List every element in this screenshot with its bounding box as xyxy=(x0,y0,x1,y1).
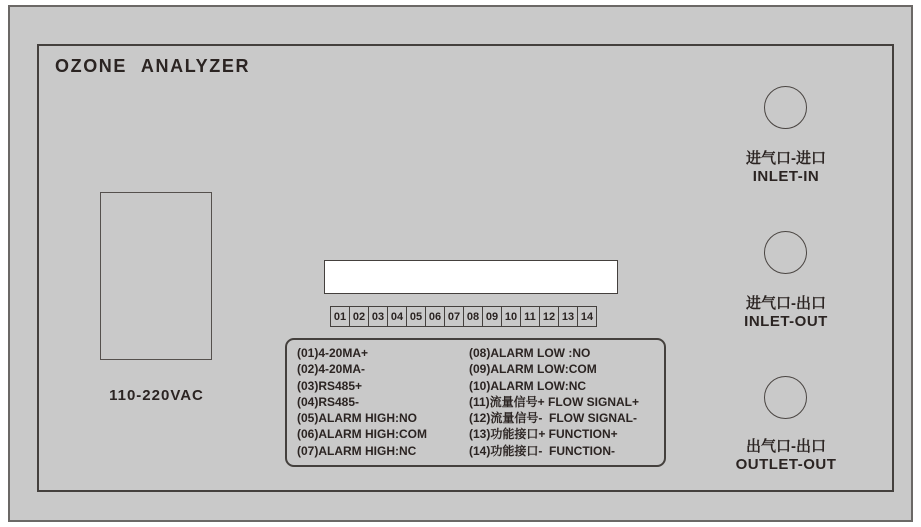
legend-line: (08)ALARM LOW :NO xyxy=(469,346,591,360)
legend-column-left xyxy=(297,345,469,465)
terminal-number: 07 xyxy=(444,306,464,327)
inlet-out-label-group xyxy=(706,295,866,330)
inlet-out-hole xyxy=(764,231,807,274)
terminal-number: 05 xyxy=(406,306,426,327)
power-rating-label: 110-220VAC xyxy=(109,387,204,404)
inlet-out-label-en: INLET-OUT xyxy=(744,313,828,330)
terminal-number: 06 xyxy=(425,306,445,327)
outlet-out-label-group xyxy=(706,438,866,473)
terminal-number: 11 xyxy=(520,306,540,327)
legend-line: (04)RS485- xyxy=(297,394,360,409)
legend-line: (13)功能接口+ FUNCTION+ xyxy=(469,427,618,442)
legend-line: (03)RS485+ xyxy=(297,378,363,393)
legend-line: (09)ALARM LOW:COM xyxy=(469,362,597,377)
legend-line: (01)4-20MA+ xyxy=(297,346,369,360)
legend-column-right xyxy=(469,345,639,465)
terminal-number: 01 xyxy=(330,306,350,327)
outlet-out-label-en: OUTLET-OUT xyxy=(735,456,837,473)
outlet-out-label-zh: 出气口-出口 xyxy=(746,438,826,455)
inlet-in-label-zh: 进气口-进口 xyxy=(746,150,826,167)
terminal-number: 08 xyxy=(463,306,483,327)
legend-line: (11)流量信号+ FLOW SIGNAL+ xyxy=(469,394,640,409)
inlet-out-label-zh: 进气口-出口 xyxy=(746,295,826,312)
legend-line: (10)ALARM LOW:NC xyxy=(469,378,587,393)
terminal-number: 10 xyxy=(501,306,521,327)
legend-line: (05)ALARM HIGH:NO xyxy=(297,411,417,426)
legend-line: (12)流量信号- FLOW SIGNAL- xyxy=(469,411,637,426)
terminal-legend-box xyxy=(285,338,666,467)
power-socket-cutout xyxy=(100,192,212,360)
inlet-in-label-group xyxy=(706,150,866,185)
inlet-in-hole xyxy=(764,86,807,129)
terminal-number-strip xyxy=(330,306,597,327)
legend-line: (02)4-20MA- xyxy=(297,362,366,377)
terminal-number: 03 xyxy=(368,306,388,327)
terminal-number: 02 xyxy=(349,306,369,327)
terminal-number: 04 xyxy=(387,306,407,327)
inlet-in-label-en: INLET-IN xyxy=(752,168,820,185)
outlet-out-hole xyxy=(764,376,807,419)
page-title: OZONE ANALYZER xyxy=(55,56,251,76)
legend-line: (14)功能接口- FUNCTION- xyxy=(469,443,615,458)
terminal-number: 12 xyxy=(539,306,559,327)
legend-line: (07)ALARM HIGH:NC xyxy=(297,443,417,458)
analyzer-chassis xyxy=(8,5,913,522)
legend-line: (06)ALARM HIGH:COM xyxy=(297,427,427,442)
terminal-number: 09 xyxy=(482,306,502,327)
terminal-number: 13 xyxy=(558,306,578,327)
terminal-number: 14 xyxy=(577,306,597,327)
terminal-block-slot xyxy=(324,260,618,294)
